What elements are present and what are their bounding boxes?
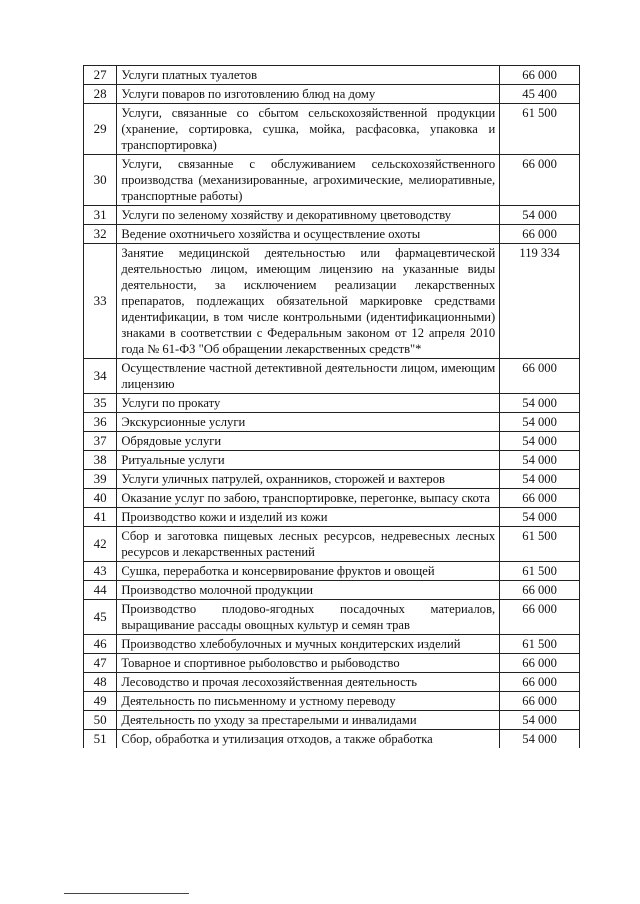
activity-description: Производство хлебобулочных и мучных кондитерских изделий [117, 635, 500, 654]
table-row [84, 104, 580, 155]
table-row [84, 470, 580, 489]
row-number: 36 [84, 413, 117, 432]
income-amount: 66 000 [500, 692, 580, 711]
activity-description: Занятие медицинской деятельностью или фармацевтической деятельностью лицом, имеющим лицензию на указанные виды деятельности, за исключением реализации лекарственных препаратов, подлежащих обязательной маркировке средствами идентификации, в том числе контрольными (идентификационными) знаками в соответствии с Федеральным законом от 12 апреля 2010 года № 61-ФЗ "Об обращении лекарственных средств"* [117, 244, 500, 359]
income-amount: 61 500 [500, 527, 580, 562]
row-number: 27 [84, 66, 117, 85]
activity-description: Услуги поваров по изготовлению блюд на дому [117, 85, 500, 104]
income-amount: 54 000 [500, 206, 580, 225]
income-amount: 66 000 [500, 225, 580, 244]
document-table-container [83, 65, 580, 748]
row-number: 30 [84, 155, 117, 206]
activity-description: Сушка, переработка и консервирование фруктов и овощей [117, 562, 500, 581]
row-number: 51 [84, 730, 117, 749]
income-amount: 66 000 [500, 155, 580, 206]
income-amount: 54 000 [500, 413, 580, 432]
activity-description: Услуги по зеленому хозяйству и декоративному цветоводству [117, 206, 500, 225]
activity-description: Деятельность по уходу за престарелыми и инвалидами [117, 711, 500, 730]
table-row [84, 66, 580, 85]
table-row [84, 635, 580, 654]
row-number: 33 [84, 244, 117, 359]
activity-description: Производство молочной продукции [117, 581, 500, 600]
table-row [84, 359, 580, 394]
activity-description: Сбор, обработка и утилизация отходов, а также обработка [117, 730, 500, 749]
activity-description: Услуги, связанные с обслуживанием сельскохозяйственного производства (механизированные, агрохимические, мелиоративные, транспортные работы) [117, 155, 500, 206]
income-amount: 61 500 [500, 562, 580, 581]
row-number: 49 [84, 692, 117, 711]
income-amount: 61 500 [500, 104, 580, 155]
table-row [84, 508, 580, 527]
table-row [84, 654, 580, 673]
row-number: 48 [84, 673, 117, 692]
income-amount: 66 000 [500, 673, 580, 692]
footnote-separator-line [64, 893, 189, 894]
row-number: 28 [84, 85, 117, 104]
income-amount: 54 000 [500, 394, 580, 413]
row-number: 34 [84, 359, 117, 394]
income-amount: 54 000 [500, 432, 580, 451]
row-number: 44 [84, 581, 117, 600]
row-number: 29 [84, 104, 117, 155]
row-number: 42 [84, 527, 117, 562]
row-number: 40 [84, 489, 117, 508]
income-amount: 54 000 [500, 470, 580, 489]
table-row [84, 155, 580, 206]
table-row [84, 432, 580, 451]
activity-description: Услуги уличных патрулей, охранников, сторожей и вахтеров [117, 470, 500, 489]
activity-description: Производство плодово-ягодных посадочных материалов, выращивание рассады овощных культур и семян трав [117, 600, 500, 635]
table-row [84, 394, 580, 413]
row-number: 35 [84, 394, 117, 413]
activity-description: Деятельность по письменному и устному переводу [117, 692, 500, 711]
income-amount: 54 000 [500, 451, 580, 470]
table-row [84, 600, 580, 635]
table-row [84, 244, 580, 359]
income-amount: 54 000 [500, 730, 580, 749]
table-row [84, 562, 580, 581]
table-row [84, 206, 580, 225]
income-amount: 66 000 [500, 359, 580, 394]
income-amount: 54 000 [500, 508, 580, 527]
table-row [84, 527, 580, 562]
table-row [84, 673, 580, 692]
table-row [84, 692, 580, 711]
row-number: 39 [84, 470, 117, 489]
income-amount: 66 000 [500, 66, 580, 85]
activity-description: Товарное и спортивное рыболовство и рыбоводство [117, 654, 500, 673]
income-amount: 66 000 [500, 654, 580, 673]
row-number: 43 [84, 562, 117, 581]
income-amount: 61 500 [500, 635, 580, 654]
income-amount: 119 334 [500, 244, 580, 359]
row-number: 32 [84, 225, 117, 244]
income-amount: 45 400 [500, 85, 580, 104]
activity-description: Ведение охотничьего хозяйства и осуществление охоты [117, 225, 500, 244]
income-amount: 54 000 [500, 711, 580, 730]
activity-description: Сбор и заготовка пищевых лесных ресурсов, недревесных лесных ресурсов и лекарственных растений [117, 527, 500, 562]
income-amount: 66 000 [500, 581, 580, 600]
table-row [84, 711, 580, 730]
activity-description: Обрядовые услуги [117, 432, 500, 451]
row-number: 50 [84, 711, 117, 730]
activity-description: Экскурсионные услуги [117, 413, 500, 432]
table-row [84, 730, 580, 749]
row-number: 46 [84, 635, 117, 654]
table-row [84, 451, 580, 470]
income-amount: 66 000 [500, 600, 580, 635]
activity-description: Оказание услуг по забою, транспортировке, перегонке, выпасу скота [117, 489, 500, 508]
table-row [84, 489, 580, 508]
row-number: 38 [84, 451, 117, 470]
activity-description: Услуги платных туалетов [117, 66, 500, 85]
table-row [84, 413, 580, 432]
income-amount: 66 000 [500, 489, 580, 508]
row-number: 37 [84, 432, 117, 451]
table-row [84, 225, 580, 244]
activity-rates-table [83, 65, 580, 748]
activity-description: Услуги, связанные со сбытом сельскохозяйственной продукции (хранение, сортировка, сушка, мойка, расфасовка, упаковка и транспортировка) [117, 104, 500, 155]
row-number: 31 [84, 206, 117, 225]
activity-description: Услуги по прокату [117, 394, 500, 413]
table-row [84, 85, 580, 104]
activity-description: Ритуальные услуги [117, 451, 500, 470]
activity-description: Производство кожи и изделий из кожи [117, 508, 500, 527]
row-number: 41 [84, 508, 117, 527]
row-number: 45 [84, 600, 117, 635]
activity-description: Лесоводство и прочая лесохозяйственная деятельность [117, 673, 500, 692]
table-row [84, 581, 580, 600]
table-body [84, 66, 580, 749]
row-number: 47 [84, 654, 117, 673]
activity-description: Осуществление частной детективной деятельности лицом, имеющим лицензию [117, 359, 500, 394]
